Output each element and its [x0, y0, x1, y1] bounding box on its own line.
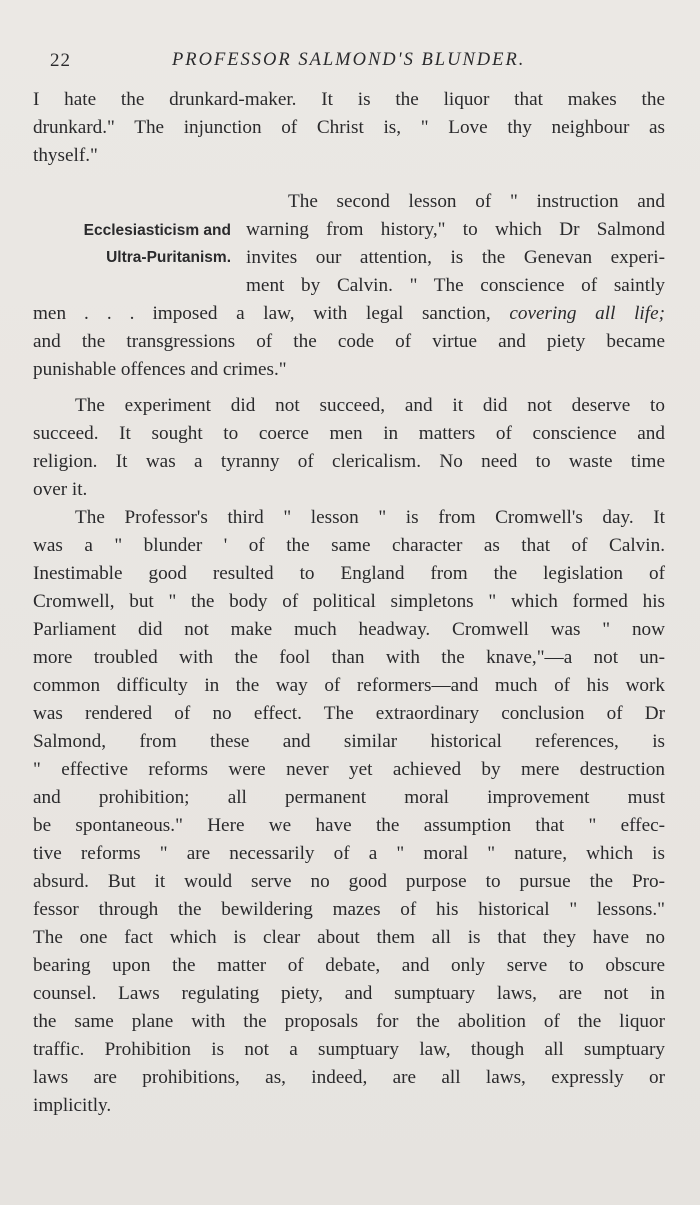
text-line: invites our attention, is the Genevan experi-	[246, 247, 665, 268]
text-line: implicitly.	[33, 1095, 112, 1116]
text-line: warning from history," to which Dr Salmond	[246, 219, 665, 240]
running-title: PROFESSOR SALMOND'S BLUNDER.	[172, 50, 526, 70]
main-text	[33, 300, 665, 1120]
text-line: was rendered of no effect. The extraordinary conclusion of Dr	[33, 703, 665, 724]
text-line: religion. It was a tyranny of clericalism. No need to waste time	[33, 451, 665, 472]
text-line: ment by Calvin. " The conscience of saintly	[246, 275, 665, 296]
text-line: drunkard." The injunction of Christ is, " Love thy neighbour as	[33, 117, 665, 138]
sidenote-line: Ultra-Puritanism.	[106, 249, 231, 266]
marginal-sidenote	[33, 217, 231, 271]
text-line: be spontaneous." Here we have the assumption that " effec-	[33, 815, 665, 836]
text-line: I hate the drunkard-maker. It is the liquor that makes the	[33, 89, 665, 110]
text-line: succeed. It sought to coerce men in matters of conscience and	[33, 423, 665, 444]
text-line: Parliament did not make much headway. Cromwell was " now	[33, 619, 665, 640]
intro-paragraph	[33, 86, 665, 170]
text-line: more troubled with the fool than with the knave,"—a not un-	[33, 647, 665, 668]
text-line: The experiment did not succeed, and it did not deserve to	[75, 395, 665, 416]
text-line: Salmond, from these and similar historical references, is	[33, 731, 665, 752]
text-line: punishable offences and crimes."	[33, 359, 287, 380]
italic-phrase: covering all life;	[509, 303, 665, 324]
text-line: " effective reforms were never yet achieved by mere destruction	[33, 759, 665, 780]
text-line: and the transgressions of the code of virtue and piety became	[33, 331, 665, 352]
text-line: was a " blunder ' of the same character as that of Calvin.	[33, 535, 665, 556]
text-line: Cromwell, but " the body of political simpletons " which formed his	[33, 591, 665, 612]
text-line: common difficulty in the way of reformers—and much of his work	[33, 675, 665, 696]
text-line: laws are prohibitions, as, indeed, are all laws, expressly or	[33, 1067, 665, 1088]
text-line: The second lesson of " instruction and	[288, 191, 665, 212]
text-line: counsel. Laws regulating piety, and sumptuary laws, are not in	[33, 983, 665, 1004]
text-line: fessor through the bewildering mazes of his historical " lessons."	[33, 899, 665, 920]
sidenote-line: Ecclesiasticism and	[83, 222, 231, 239]
text-line: tive reforms " are necessarily of a " moral " nature, which is	[33, 843, 665, 864]
text-line: The one fact which is clear about them all is that they have no	[33, 927, 665, 948]
text-line: the same plane with the proposals for the abolition of the liquor	[33, 1011, 665, 1032]
text-line: and prohibition; all permanent moral improvement must	[33, 787, 665, 808]
text-line: The Professor's third " lesson " is from Cromwell's day. It	[75, 507, 665, 528]
text-line: Inestimable good resulted to England from the legislation of	[33, 563, 665, 584]
text-line: bearing upon the matter of debate, and only serve to obscure	[33, 955, 665, 976]
page-header	[50, 50, 530, 76]
page-number: 22	[50, 50, 71, 71]
text-line: traffic. Prohibition is not a sumptuary law, though all sumptuary	[33, 1039, 665, 1060]
text-line: absurd. But it would serve no good purpose to pursue the Pro-	[33, 871, 665, 892]
text-line: men . . . imposed a law, with legal sanction, covering all life;	[33, 303, 665, 324]
side-paragraph	[246, 188, 665, 300]
text-line: over it.	[33, 479, 88, 500]
text-line: thyself."	[33, 145, 98, 166]
